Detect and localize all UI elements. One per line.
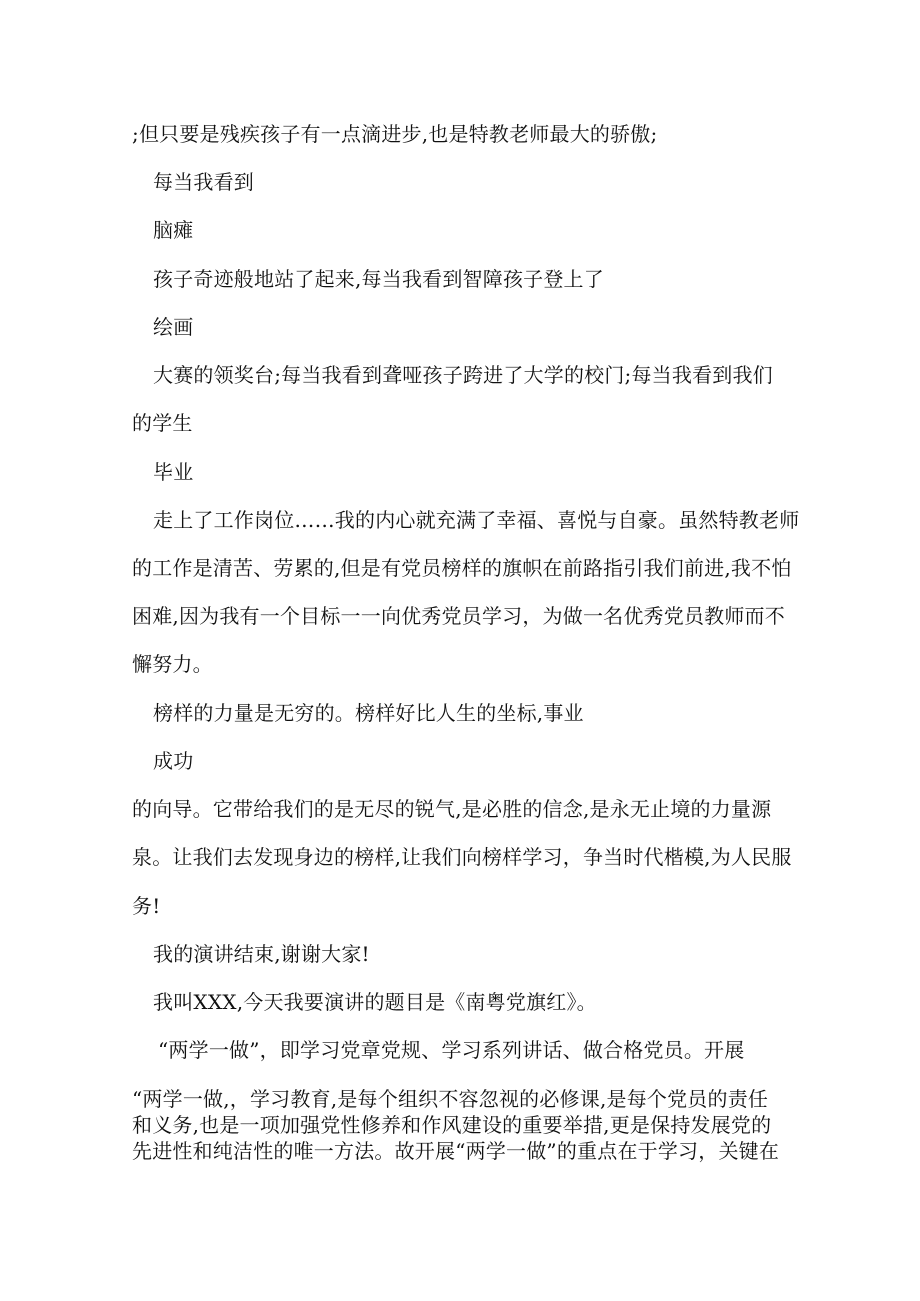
- text-line-4: 孩子奇迹般地站了起来,每当我看到智障孩子登上了: [153, 267, 604, 291]
- text-line-2: 每当我看到: [153, 170, 254, 194]
- text-line-13: 榜样的力量是无穷的。榜样好比人生的坐标,事业: [153, 701, 584, 725]
- text-line-21: “两学一做,，学习教育,是每个组织不容忽视的必修课,是每个党员的责任: [132, 1087, 769, 1111]
- text-line-3: 脑瘫: [153, 218, 194, 242]
- text-line-6: 大赛的领奖台;每当我看到聋哑孩子跨进了大学的校门;每当我看到我们: [153, 363, 773, 387]
- text-line-16: 泉。让我们去发现身边的榜样,让我们向榜样学习，争当时代楷模,为人民服: [132, 845, 792, 869]
- text-line-10: 的工作是清苦、劳累的,但是有党员榜样的旗帜在前路指引我们前进,我不怕: [132, 556, 792, 580]
- text-line-5: 绘画: [153, 315, 194, 339]
- text-line-20: “两学一做”，即学习党章党规、学习系列讲话、做合格党员。开展: [158, 1038, 745, 1062]
- text-line-22: 和义务,也是一项加强党性修养和作风建设的重要举措,更是保持发展党的: [132, 1113, 772, 1137]
- text-line-9: 走上了工作岗位……我的内心就充满了幸福、喜悦与自豪。虽然特教老师: [153, 508, 800, 532]
- text-line-18: 我的演讲结束,谢谢大家!: [153, 942, 370, 966]
- text-line-11: 困难,因为我有一个目标一一向优秀党员学习，为做一名优秀党员教师而不: [132, 604, 785, 628]
- text-line-7: 的学生: [132, 411, 193, 435]
- text-line-19: 我叫XXX,今天我要演讲的题目是《南粤党旗红》。: [153, 990, 597, 1014]
- text-line-8: 毕业: [153, 460, 194, 484]
- text-line-14: 成功: [153, 749, 194, 773]
- text-line-1: ;但只要是残疾孩子有一点滴进步,也是特教老师最大的骄傲;: [132, 122, 658, 146]
- text-line-15: 的向导。它带给我们的是无尽的锐气,是必胜的信念,是永无止境的力量源: [132, 797, 772, 821]
- text-line-12: 懈努力。: [132, 652, 213, 676]
- text-line-23: 先进性和纯洁性的唯一方法。故开展“两学一做”的重点在于学习，关键在: [132, 1139, 780, 1163]
- text-line-17: 务!: [132, 894, 161, 918]
